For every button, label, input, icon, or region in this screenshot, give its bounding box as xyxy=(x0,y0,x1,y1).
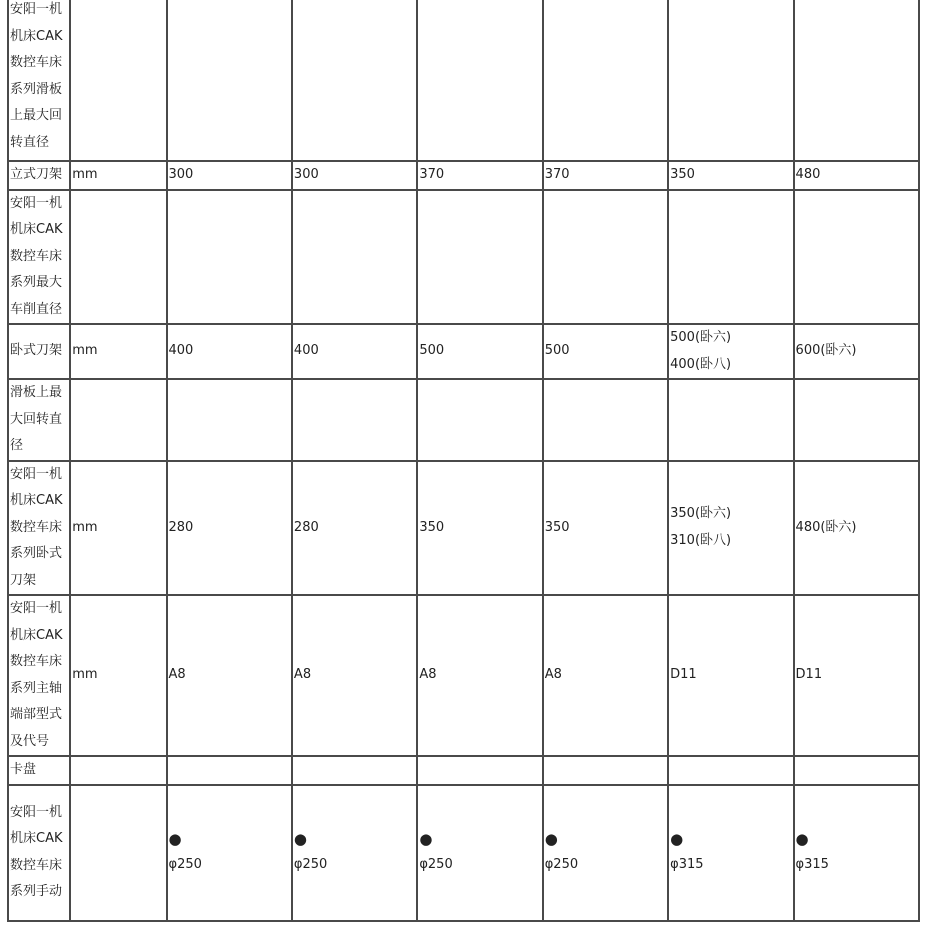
unit-cell xyxy=(70,461,166,596)
unit-cell xyxy=(70,0,166,161)
row-label: 卡盘 xyxy=(10,762,37,777)
value-text: D11 xyxy=(670,667,697,683)
value-text: 350 xyxy=(419,519,445,535)
value-cell xyxy=(794,190,919,325)
value-text: 400 xyxy=(293,343,319,359)
table-row xyxy=(8,595,919,756)
value-text: 350 xyxy=(544,519,570,535)
row-label: 安阳一机机床CAK数控车床系列主轴端部型式及代号 xyxy=(10,601,63,749)
spec-table xyxy=(7,0,920,922)
value-text: A8 xyxy=(168,667,186,683)
unit-cell xyxy=(70,161,166,190)
unit-cell xyxy=(70,379,166,461)
table-row xyxy=(8,161,919,190)
row-label-cell xyxy=(8,0,70,161)
value-cell xyxy=(417,756,542,785)
value-text: 280 xyxy=(168,519,194,535)
value-cell xyxy=(543,379,668,461)
table-row xyxy=(8,379,919,461)
row-label-cell xyxy=(8,161,70,190)
value-cell xyxy=(794,756,919,785)
value-cell xyxy=(543,190,668,325)
table-row xyxy=(8,785,919,921)
row-label: 卧式刀架 xyxy=(10,343,63,359)
value-cell xyxy=(292,190,417,325)
value-line: 350(卧六) xyxy=(670,506,732,522)
row-label: 立式刀架 xyxy=(10,167,63,182)
value-cell xyxy=(167,595,292,756)
row-label-cell xyxy=(8,756,70,785)
value-text: 300 xyxy=(168,167,194,182)
row-label-cell xyxy=(8,595,70,756)
value-line: φ250 xyxy=(419,857,453,873)
table-row xyxy=(8,756,919,785)
value-text: A8 xyxy=(544,667,562,683)
value-text: 350 xyxy=(670,167,695,182)
row-label: 安阳一机机床CAK数控车床系列手动 xyxy=(10,804,63,899)
value-text: 500 xyxy=(544,343,570,359)
bullet-mark: ● xyxy=(670,830,684,849)
row-label-cell xyxy=(8,324,70,379)
row-label-cell xyxy=(8,785,70,921)
value-cell xyxy=(292,161,417,190)
value-text: 370 xyxy=(544,167,570,182)
bullet-mark: ● xyxy=(795,830,809,849)
value-cell xyxy=(794,595,919,756)
value-line: 500(卧六) xyxy=(670,330,732,345)
value-cell xyxy=(794,161,919,190)
unit-text: mm xyxy=(72,343,98,359)
value-cell xyxy=(417,785,542,921)
value-cell xyxy=(167,756,292,785)
value-cell xyxy=(794,461,919,596)
value-cell xyxy=(543,161,668,190)
value-cell xyxy=(417,595,542,756)
value-cell xyxy=(417,0,542,161)
value-cell xyxy=(292,0,417,161)
value-cell xyxy=(292,379,417,461)
unit-text: mm xyxy=(72,667,98,683)
value-text: 480 xyxy=(795,167,821,182)
bullet-mark: ● xyxy=(293,830,308,849)
value-cell xyxy=(794,785,919,921)
value-line: φ250 xyxy=(293,857,328,873)
value-cell xyxy=(417,461,542,596)
unit-cell xyxy=(70,595,166,756)
bullet-mark: ● xyxy=(544,830,558,849)
value-cell xyxy=(167,324,292,379)
value-cell xyxy=(543,324,668,379)
value-cell xyxy=(668,785,793,921)
value-line: φ250 xyxy=(168,857,202,873)
table-row xyxy=(8,0,919,161)
value-cell xyxy=(794,379,919,461)
value-cell xyxy=(417,161,542,190)
spec-table-body xyxy=(8,0,919,921)
bullet-mark: ● xyxy=(168,830,182,849)
value-text: 600(卧六) xyxy=(795,343,857,359)
unit-text: mm xyxy=(72,167,98,182)
row-label: 安阳一机机床CAK数控车床系列卧式刀架 xyxy=(10,466,63,588)
value-cell xyxy=(543,785,668,921)
value-cell xyxy=(167,461,292,596)
value-cell xyxy=(794,324,919,379)
value-text: A8 xyxy=(419,667,437,683)
value-cell xyxy=(668,379,793,461)
spec-table-container xyxy=(7,0,920,922)
table-row xyxy=(8,190,919,325)
value-line: 310(卧八) xyxy=(670,532,732,548)
unit-cell xyxy=(70,756,166,785)
value-cell xyxy=(668,461,793,596)
value-cell xyxy=(292,324,417,379)
unit-text: mm xyxy=(72,519,98,535)
value-cell xyxy=(292,785,417,921)
value-text: 300 xyxy=(293,167,319,182)
value-cell xyxy=(167,190,292,325)
value-cell xyxy=(543,595,668,756)
value-cell xyxy=(543,0,668,161)
table-row xyxy=(8,461,919,596)
value-cell xyxy=(668,190,793,325)
row-label: 滑板上最大回转直径 xyxy=(10,385,63,453)
value-text: 400 xyxy=(168,343,194,359)
unit-cell xyxy=(70,190,166,325)
unit-cell xyxy=(70,785,166,921)
row-label-cell xyxy=(8,461,70,596)
row-label: 安阳一机机床CAK数控车床系列最大车削直径 xyxy=(10,195,63,317)
value-cell xyxy=(668,161,793,190)
row-label-cell xyxy=(8,190,70,325)
value-cell xyxy=(417,324,542,379)
unit-cell xyxy=(70,324,166,379)
value-cell xyxy=(292,595,417,756)
value-cell xyxy=(668,324,793,379)
value-cell xyxy=(668,595,793,756)
value-cell xyxy=(794,0,919,161)
row-label-cell xyxy=(8,379,70,461)
value-cell xyxy=(668,0,793,161)
value-text: 500 xyxy=(419,343,445,359)
table-row xyxy=(8,324,919,379)
value-line: φ250 xyxy=(544,857,579,873)
value-cell xyxy=(668,756,793,785)
value-cell xyxy=(167,379,292,461)
value-text: 280 xyxy=(293,519,319,535)
value-line: 400(卧八) xyxy=(670,356,732,372)
value-cell xyxy=(167,161,292,190)
value-text: 480(卧六) xyxy=(795,519,857,535)
value-line: φ315 xyxy=(795,857,829,873)
value-cell xyxy=(292,461,417,596)
row-label: 安阳一机机床CAK数控车床系列滑板上最大回转直径 xyxy=(10,2,63,150)
value-text: A8 xyxy=(293,667,312,683)
value-cell xyxy=(417,379,542,461)
value-cell xyxy=(543,756,668,785)
value-cell xyxy=(292,756,417,785)
value-text: 370 xyxy=(419,167,445,182)
value-cell xyxy=(543,461,668,596)
value-cell xyxy=(167,785,292,921)
value-text: D11 xyxy=(795,667,823,683)
value-cell xyxy=(417,190,542,325)
value-line: φ315 xyxy=(670,857,704,873)
bullet-mark: ● xyxy=(419,830,433,849)
value-cell xyxy=(167,0,292,161)
